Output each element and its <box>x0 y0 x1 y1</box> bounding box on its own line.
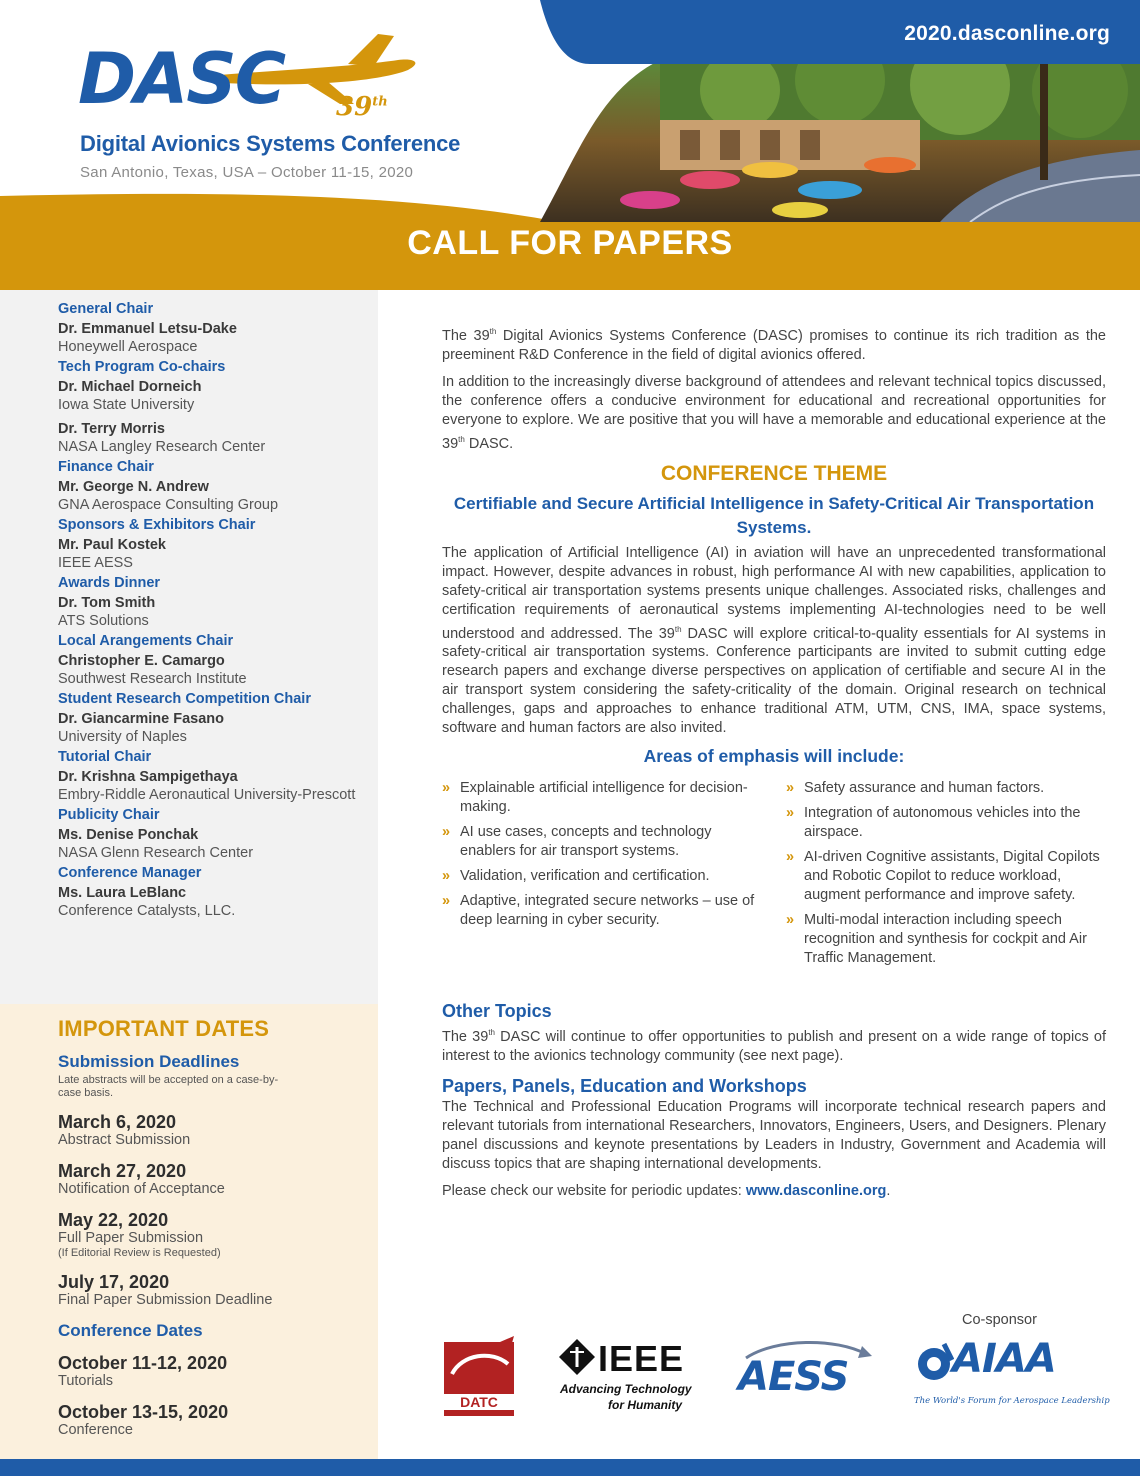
emphasis-item <box>442 867 762 886</box>
submission-deadlines-heading: Submission Deadlines <box>58 1052 240 1071</box>
ieee-logo <box>556 1336 706 1416</box>
deadline-date: March 6, 2020 <box>58 1112 177 1132</box>
logo-edition: 39th <box>336 92 388 122</box>
footer-bar <box>0 1459 1140 1476</box>
ieee-tagline-1: Advancing Technology <box>560 1382 692 1396</box>
deadline-date: July 17, 2020 <box>58 1272 170 1292</box>
emphasis-item-text: Safety assurance and human factors. <box>804 780 1045 797</box>
committee-member-org: Southwest Research Institute <box>58 671 247 687</box>
committee-member-org: Conference Catalysts, LLC. <box>58 903 236 919</box>
important-dates-panel <box>0 1004 378 1459</box>
ieee-tagline-2: for Humanity <box>608 1398 683 1412</box>
deadline-description: Abstract Submission <box>58 1132 191 1148</box>
bullet-chevron-icon: » <box>786 912 795 929</box>
committee-role: Awards Dinner <box>58 575 161 591</box>
ieee-diamond-icon <box>558 1338 596 1376</box>
bullet-chevron-icon: » <box>786 805 795 822</box>
conference-theme-heading: CONFERENCE THEME <box>660 461 888 485</box>
intro-paragraph-1: The 39th Digital Avionics Systems Conference (DASC) promises to continue its rich tradition as the preeminent R&D Conference in the field of digital avionics offered. <box>442 327 1106 363</box>
committee-member-name: Ms. Denise Ponchak <box>58 827 199 843</box>
deadline-date: March 27, 2020 <box>58 1161 187 1181</box>
aiaa-logo <box>914 1336 1114 1416</box>
committee-member-org: NASA Langley Research Center <box>58 439 266 455</box>
aiaa-tagline: The World's Forum for Aerospace Leadership <box>914 1396 1110 1406</box>
committee-member-org: IEEE AESS <box>58 555 133 571</box>
deadline-description: Notification of Acceptance <box>58 1181 225 1197</box>
conference-date: October 11-12, 2020 <box>58 1353 228 1373</box>
committee-member-name: Christopher E. Camargo <box>58 653 225 669</box>
committee-role: General Chair <box>58 301 154 317</box>
areas-of-emphasis-list <box>442 779 1106 999</box>
emphasis-item-text: Integration of autonomous vehicles into the airspace. <box>804 805 1081 841</box>
committee-member-org: Iowa State University <box>58 397 195 413</box>
emphasis-item <box>442 823 762 861</box>
committee-member-name: Dr. Krishna Sampigethaya <box>58 769 238 785</box>
committee-role: Student Research Competition Chair <box>58 691 311 707</box>
bullet-chevron-icon: » <box>442 780 451 797</box>
emphasis-item-text: AI use cases, concepts and technology enablers for air transport systems. <box>460 824 712 860</box>
committee-member-name: Ms. Laura LeBlanc <box>58 885 187 901</box>
committee-member-org: Embry-Riddle Aeronautical University-Prescott <box>58 787 356 803</box>
committee-member-org: ATS Solutions <box>58 613 149 629</box>
logo-wordmark: DASC <box>78 38 285 120</box>
committee-member-org: NASA Glenn Research Center <box>58 845 254 861</box>
dasc-logo <box>78 30 478 130</box>
bullet-chevron-icon: » <box>442 868 451 885</box>
late-abstracts-note: Late abstracts will be accepted on a case-by-case basis. <box>58 1074 279 1099</box>
page-header <box>0 0 1140 290</box>
committee-role: Publicity Chair <box>58 807 160 823</box>
header-website-url[interactable]: 2020.dasconline.org <box>904 22 1110 45</box>
deadline-date: May 22, 2020 <box>58 1210 169 1230</box>
deadline-description: Final Paper Submission Deadline <box>58 1292 273 1308</box>
committee-member-name: Dr. Tom Smith <box>58 595 156 611</box>
committee-member-name: Mr. Paul Kostek <box>58 537 166 553</box>
bullet-chevron-icon: » <box>442 893 451 910</box>
other-topics-heading: Other Topics <box>442 1001 552 1022</box>
conference-name: Digital Avionics Systems Conference <box>80 131 461 156</box>
conference-location-dates: San Antonio, Texas, USA – October 11-15, 2020 <box>80 164 414 181</box>
committee-role: Local Arangements Chair <box>58 633 234 649</box>
committee-member-name: Dr. Giancarmine Fasano <box>58 711 225 727</box>
areas-of-emphasis-heading: Areas of emphasis will include: <box>643 746 905 767</box>
submission-date-list <box>58 1112 368 1309</box>
areas-right-column <box>786 779 1106 974</box>
bullet-chevron-icon: » <box>786 780 795 797</box>
ieee-text: IEEE <box>598 1338 685 1379</box>
committee-role: Tech Program Co-chairs <box>58 359 226 375</box>
papers-panels-paragraph: The Technical and Professional Education Programs will incorporate technical research papers and relevant tutorials from international Researchers, Innovators, Engineers, Users, and Designers. Plenary panel discussions and keynote presentations by Leaders in Industry, Government and Academia will discuss topics that are shaping international developments. <box>442 1099 1106 1173</box>
committee-member-org: GNA Aerospace Consulting Group <box>58 497 279 513</box>
emphasis-item <box>786 804 1106 842</box>
emphasis-item <box>786 779 1106 798</box>
emphasis-item <box>786 848 1106 905</box>
conference-date-description: Tutorials <box>58 1373 114 1389</box>
committee-member-name: Dr. Emmanuel Letsu-Dake <box>58 321 237 337</box>
emphasis-item-text: Validation, verification and certification. <box>460 868 710 885</box>
website-prompt: Please check our website for periodic updates: www.dasconline.org. <box>442 1183 891 1200</box>
aess-text: AESS <box>738 1354 849 1400</box>
conference-date: October 13-15, 2020 <box>58 1402 229 1422</box>
call-for-papers-banner: CALL FOR PAPERS <box>407 224 733 262</box>
committee-role: Sponsors & Exhibitors Chair <box>58 517 256 533</box>
committee-role: Conference Manager <box>58 865 202 881</box>
conference-theme-title: Certifiable and Secure Artificial Intelligence in Safety-Critical Air Transportation Systems. <box>453 493 1095 537</box>
committee-member-name: Mr. George N. Andrew <box>58 479 209 495</box>
datc-text: DATC <box>460 1394 498 1410</box>
aiaa-globe-icon <box>914 1340 954 1382</box>
committee-member-name: Dr. Terry Morris <box>58 421 165 437</box>
aess-logo <box>736 1336 886 1402</box>
committee-list <box>58 298 368 920</box>
emphasis-item <box>786 911 1106 968</box>
website-link[interactable]: www.dasconline.org <box>745 1183 887 1200</box>
committee-sidebar <box>0 290 378 1004</box>
bullet-chevron-icon: » <box>442 824 451 841</box>
committee-role: Finance Chair <box>58 459 154 475</box>
bullet-chevron-icon: » <box>786 849 795 866</box>
deadline-note: (If Editorial Review is Requested) <box>58 1247 221 1259</box>
committee-member-org: University of Naples <box>58 729 187 745</box>
intro-paragraph-2: In addition to the increasingly diverse background of attendees and relevant technical topics discussed, the conference offers a conducive environment for educational and recreational opportunities for everyone to explore. We are positive that you will have a memorable and educational experience at the 39th DASC. <box>442 373 1106 452</box>
areas-left-column <box>442 779 762 936</box>
deadline-description: Full Paper Submission <box>58 1230 204 1246</box>
emphasis-item <box>442 779 762 817</box>
conference-date-list <box>58 1353 368 1439</box>
papers-panels-heading: Papers, Panels, Education and Workshops <box>442 1076 807 1097</box>
conference-date-description: Conference <box>58 1422 133 1438</box>
emphasis-item-text: Adaptive, integrated secure networks – use of deep learning in cyber security. <box>460 893 755 929</box>
cosponsor-label: Co-sponsor <box>962 1312 1037 1328</box>
spacer <box>58 414 368 418</box>
emphasis-item-text: AI-driven Cognitive assistants, Digital Copilots and Robotic Copilot to reduce workload, augment performance and improve safety. <box>804 849 1100 904</box>
emphasis-item-text: Explainable artificial intelligence for decision-making. <box>460 780 748 816</box>
datc-logo <box>442 1334 522 1418</box>
important-dates-title: IMPORTANT DATES <box>58 1016 270 1041</box>
aiaa-text: AIAA <box>952 1336 1056 1382</box>
committee-member-name: Dr. Michael Dorneich <box>58 379 202 395</box>
other-topics-paragraph: The 39th DASC will continue to offer opportunities to publish and present on a wide range of topics of interest to the avionics technology community (see next page). <box>442 1028 1106 1065</box>
conference-dates-heading: Conference Dates <box>58 1321 203 1340</box>
theme-paragraph: The application of Artificial Intelligence (AI) in aviation will have an unprecedented transformational impact. However, despite advances in robust, high performance AI with new capabilities, application to safety-critical air transportation systems presents unique challenges. Associated risks, challenges and certification requirements of aeronautical systems implementing AI-technologies need to be well understood and addressed. The 39th DASC will explore critical-to-quality essentials for AI systems in safety-critical air transportation systems. Conference participants are invited to submit cutting edge research papers and exchange diverse perspectives on application of certifiable and secure AI in the air transport system considering the safety-criticality of the domain. Original research on technical challenges, gaps and approaches to enhance traditional ATM, UTM, CNS, IMA, space systems, software and human factors are also invited. <box>442 544 1106 737</box>
committee-member-org: Honeywell Aerospace <box>58 339 198 355</box>
emphasis-item-text: Multi-modal interaction including speech recognition and synthesis for cockpit and Air Traffic Management. <box>804 912 1087 967</box>
committee-role: Tutorial Chair <box>58 749 152 765</box>
emphasis-item <box>442 892 762 930</box>
main-content <box>442 322 1106 1209</box>
